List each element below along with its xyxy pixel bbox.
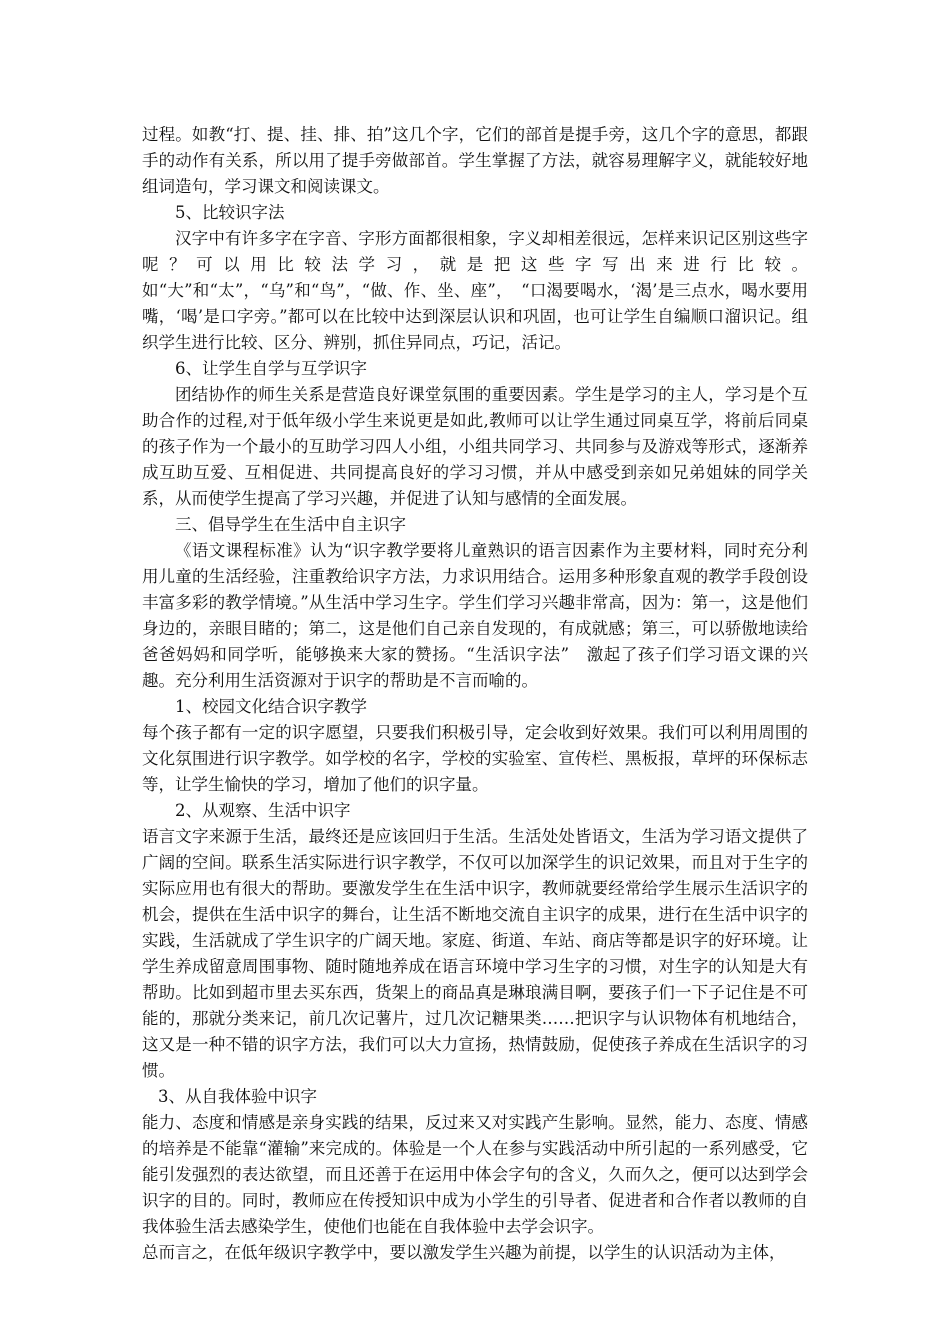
section-heading: 5、比较识字法 xyxy=(175,203,285,222)
section-heading: 2、从观察、生活中识字 xyxy=(175,801,351,820)
paragraph: 过程。如教“打、提、挂、排、拍”这几个字，它们的部首是提手旁，这几个字的意思，都跟手的动作有关系，所以用了提手旁做部首。学生掌握了方法，就容易理解字义，就能较好地组词造句，学习课文和阅读课文。 xyxy=(142,125,808,196)
paragraph: 能力、态度和情感是亲身实践的结果，反过来又对实践产生影响。显然，能力、态度、情感的培养是不能靠“灌输”来完成的。体验是一个人在参与实践活动中所引起的一系列感受，它能引发强烈的表达欲望，而且还善于在运用中体会字句的含义，久而久之，便可以达到学会识字的目的。同时，教师应在传授知识中成为小学生的引导者、促进者和合作者以教师的自我体验生活去感染学生，使他们也能在自我体验中去学会识字。 xyxy=(142,1113,808,1236)
paragraph: 语言文字来源于生活，最终还是应该回归于生活。生活处处皆语文，生活为学习语文提供了广阔的空间。联系生活实际进行识字教学，不仅可以加深学生的识记效果，而且对于生字的实际应用也有很大的帮助。要激发学生在生活中识字，教师就要经常给学生展示生活识字的机会，提供在生活中识字的舞台，让生活不断地交流自主识字的成果，进行在生活中识字的实践，生活就成了学生识字的广阔天地。家庭、街道、车站、商店等都是识字的好环境。让学生养成留意周围事物、随时随地养成在语言环境中学习生字的习惯，对生字的认知是大有帮助。比如到超市里去买东西，货架上的商品真是琳琅满目啊，要孩子们一下子记住是不可能的，那就分类来记，前几次记薯片，过几次记糖果类……把识字与认识物体有机地结合，这又是一种不错的识字方法，我们可以大力宣扬，热情鼓励，促使孩子养成在生活识字的习惯。 xyxy=(142,827,808,1080)
paragraph: 汉字中有许多字在字音、字形方面都很相象，字义却相差很远，怎样来识记区别这些字呢？可以用比较法学习，就是把这些字写出来进行比较。如“大”和“太”，“乌”和“鸟”，“做、作、坐、座”， “口渴要喝水，‘渴’是三点水，喝水要用嘴，‘喝’是口字旁。”都可以在比较中达到深层认识和巩固，也可让学生自编顺口溜识记。组织学生进行比较、区分、辨别，抓住异同点，巧记，活记。 xyxy=(142,229,808,352)
paragraph: 《语文课程标准》认为“识字教学要将儿童熟识的语言因素作为主要材料，同时充分利用儿童的生活经验，注重教给识字方法，力求识用结合。运用多种形象直观的教学手段创设丰富多彩的教学情境。”从生活中学习生字。学生们学习兴趣非常高，因为：第一，这是他们身边的，亲眼目睹的；第二，这是他们自己亲自发现的，有成就感；第三，可以骄傲地读给爸爸妈妈和同学听，能够换来大家的赞扬。“生活识字法” 激起了孩子们学习语文课的兴趣。充分利用生活资源对于识字的帮助是不言而喻的。 xyxy=(142,541,808,690)
section-heading: 三、倡导学生在生活中自主识字 xyxy=(175,515,406,534)
section-heading: 1、校园文化结合识字教学 xyxy=(175,697,367,716)
paragraph: 每个孩子都有一定的识字愿望，只要我们积极引导，定会收到好效果。我们可以利用周围的文化氛围进行识字教学。如学校的名字，学校的实验室、宣传栏、黑板报，草坪的环保标志等，让学生愉快的学习，增加了他们的识字量。 xyxy=(142,723,808,794)
section-heading: 3、从自我体验中识字 xyxy=(158,1087,317,1106)
section-heading: 6、让学生自学与互学识字 xyxy=(175,359,367,378)
document-page xyxy=(142,122,808,1266)
paragraph: 团结协作的师生关系是营造良好课堂氛围的重要因素。学生是学习的主人，学习是个互助合作的过程,对于低年级小学生来说更是如此,教师可以让学生通过同桌互学，将前后同桌的孩子作为一个最小的互助学习四人小组，小组共同学习、共同参与及游戏等形式，逐渐养成互助互爱、互相促进、共同提高良好的学习习惯，并从中感受到亲如兄弟姐妹的同学关系，从而使学生提高了学习兴趣，并促进了认知与感情的全面发展。 xyxy=(142,385,808,508)
paragraph: 总而言之，在低年级识字教学中，要以激发学生兴趣为前提，以学生的认识活动为主体， xyxy=(142,1243,786,1262)
